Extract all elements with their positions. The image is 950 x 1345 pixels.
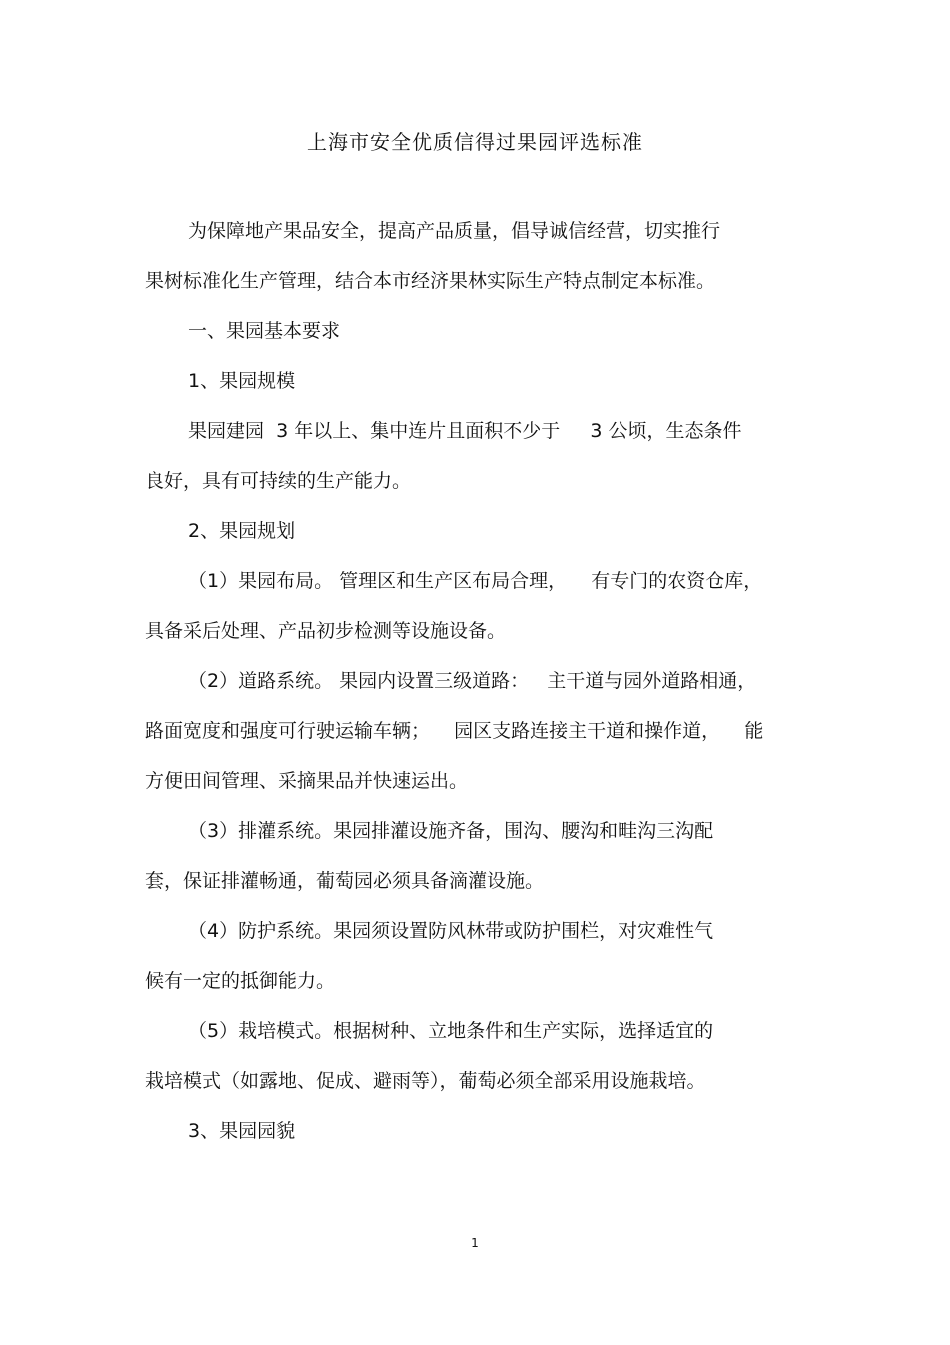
subsection-heading-2: 2、果园规划 — [188, 520, 296, 542]
section-heading-1: 一、果园基本要求 — [188, 320, 341, 342]
subsection-heading-3: 3、果园园貌 — [188, 1120, 296, 1142]
paragraph-cultivation-line-1: （5）栽培模式。根据树种、立地条件和生产实际，选择适宜的 — [188, 1020, 714, 1042]
paragraph-roads-line-2: 路面宽度和强度可行驶运输车辆； 园区支路连接主干道和操作道， 能 — [145, 720, 764, 742]
paragraph-protection-line-2: 候有一定的抵御能力。 — [145, 970, 336, 992]
subsection-heading-1: 1、果园规模 — [188, 370, 296, 392]
paragraph-roads-line-3: 方便田间管理、采摘果品并快速运出。 — [145, 770, 469, 792]
paragraph-intro-line-2: 果树标准化生产管理，结合本市经济果林实际生产特点制定本标准。 — [145, 270, 716, 292]
paragraph-irrigation-line-1: （3）排灌系统。果园排灌设施齐备，围沟、腰沟和畦沟三沟配 — [188, 820, 714, 842]
paragraph-scale-line-1: 果园建园 3 年以上、集中连片且面积不少于 3 公顷，生态条件 — [188, 420, 742, 442]
paragraph-layout-line-2: 具备采后处理、产品初步检测等设施设备。 — [145, 620, 507, 642]
paragraph-intro-line-1: 为保障地产果品安全，提高产品质量，倡导诚信经营，切实推行 — [188, 220, 721, 242]
paragraph-scale-line-2: 良好，具有可持续的生产能力。 — [145, 470, 412, 492]
paragraph-layout-line-1: （1）果园布局。 管理区和生产区布局合理， 有专门的农资仓库， — [188, 570, 763, 592]
paragraph-irrigation-line-2: 套，保证排灌畅通，葡萄园必须具备滴灌设施。 — [145, 870, 545, 892]
page-number: 1 — [471, 1236, 479, 1250]
paragraph-cultivation-line-2: 栽培模式（如露地、促成、避雨等），葡萄必须全部采用设施栽培。 — [145, 1070, 706, 1092]
paragraph-roads-line-1: （2）道路系统。 果园内设置三级道路： 主干道与园外道路相通， — [188, 670, 757, 692]
paragraph-protection-line-1: （4）防护系统。果园须设置防风林带或防护围栏，对灾难性气 — [188, 920, 714, 942]
document-title: 上海市安全优质信得过果园评选标准 — [307, 130, 643, 154]
